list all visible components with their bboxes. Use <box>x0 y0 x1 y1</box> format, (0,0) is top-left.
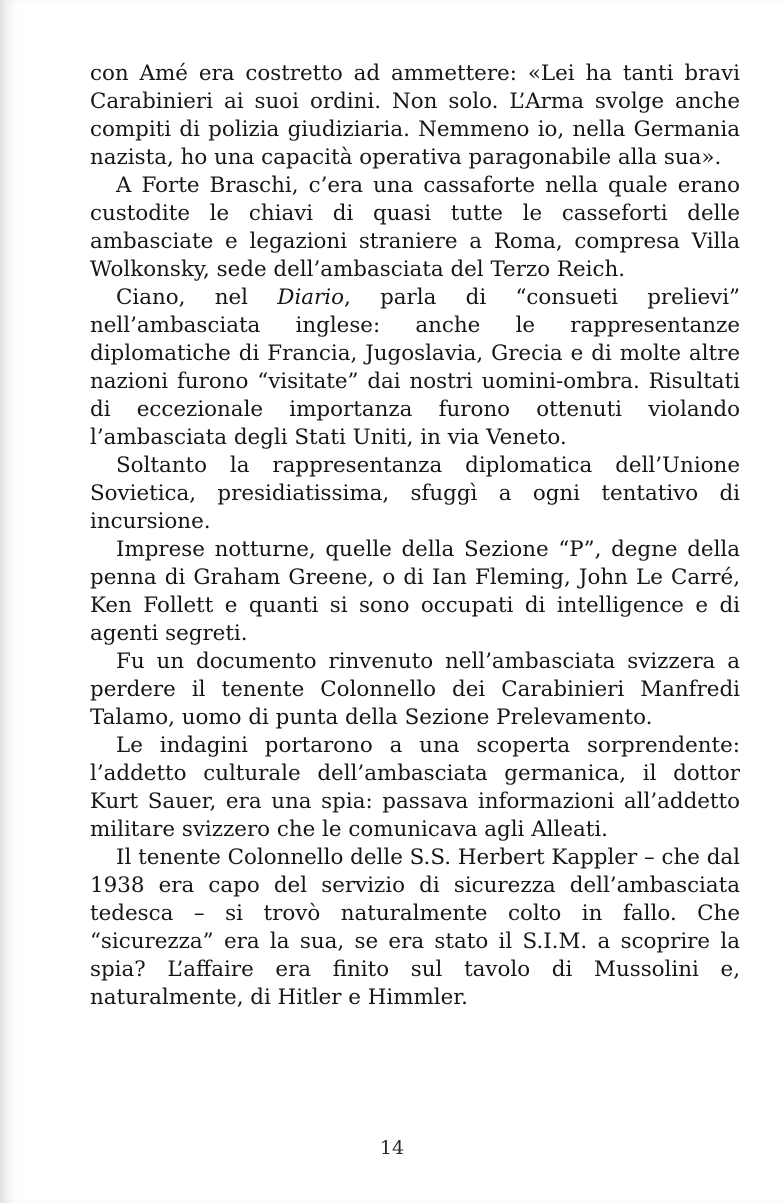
paragraph-text: , parla di “consueti prelievi” nell’ambasciata inglese: anche le rappresentanze diplomatiche di Francia, Jugoslavia, Grecia e di molte altre nazioni furono “visitate” dai nostri uomini-ombra. Risultati di eccezionale importanza furono ottenuti violando l’ambasciata degli Stati Uniti, in via Veneto. <box>90 285 740 450</box>
italic-title-text: Diario <box>277 285 344 310</box>
paragraph-text: Ciano, nel <box>116 285 278 310</box>
paragraph <box>90 844 740 1012</box>
paragraph <box>90 452 740 536</box>
page-number: 14 <box>379 1137 405 1159</box>
paragraph-text: Imprese notturne, quelle della Sezione “P”, degne della penna di Graham Greene, o di Ian Fleming, John Le Carré, Ken Follett e quanti si sono occupati di intelligence e di agenti segreti. <box>90 537 740 646</box>
paragraph <box>90 172 740 284</box>
paragraph <box>90 284 740 452</box>
paragraph-text: con Amé era costretto ad ammettere: «Lei ha tanti bravi Carabinieri ai suoi ordini. Non solo. L’Arma svolge anche compiti di polizia giudiziaria. Nemmeno io, nella Germania nazista, ho una capacità operativa paragonabile alla sua». <box>90 61 740 170</box>
paragraph-text: Il tenente Colonnello delle S.S. Herbert Kappler – che dal 1938 era capo del servizio di sicurezza dell’ambasciata tedesca – si trovò naturalmente colto in fallo. Che “sicurezza” era la sua, se era stato il S.I.M. a scoprire la spia? L’affaire era finito sul tavolo di Mussolini e, naturalmente, di Hitler e Himmler. <box>90 845 740 1010</box>
paragraph-text: A Forte Braschi, c’era una cassaforte nella quale erano custodite le chiavi di quasi tutte le casseforti delle ambasciate e legazioni straniere a Roma, compresa Villa Wolkonsky, sede dell’ambasciata del Terzo Reich. <box>90 173 740 282</box>
paragraph <box>90 536 740 648</box>
paragraph-text: Le indagini portarono a una scoperta sorprendente: l’addetto culturale dell’ambasciata germanica, il dottor Kurt Sauer, era una spia: passava informazioni all’addetto militare svizzero che le comunicava agli Alleati. <box>90 733 740 842</box>
paragraph-text: Fu un documento rinvenuto nell’ambasciata svizzera a perdere il tenente Colonnello dei Carabinieri Manfredi Talamo, uomo di punta della Sezione Prelevamento. <box>90 649 740 730</box>
paragraph-text: Soltanto la rappresentanza diplomatica dell’Unione Sovietica, presidiatissima, sfuggì a ogni tentativo di incursione. <box>90 453 740 534</box>
paragraph <box>90 732 740 844</box>
body-text <box>90 60 740 1012</box>
paragraph <box>90 648 740 732</box>
paragraph <box>90 60 740 172</box>
